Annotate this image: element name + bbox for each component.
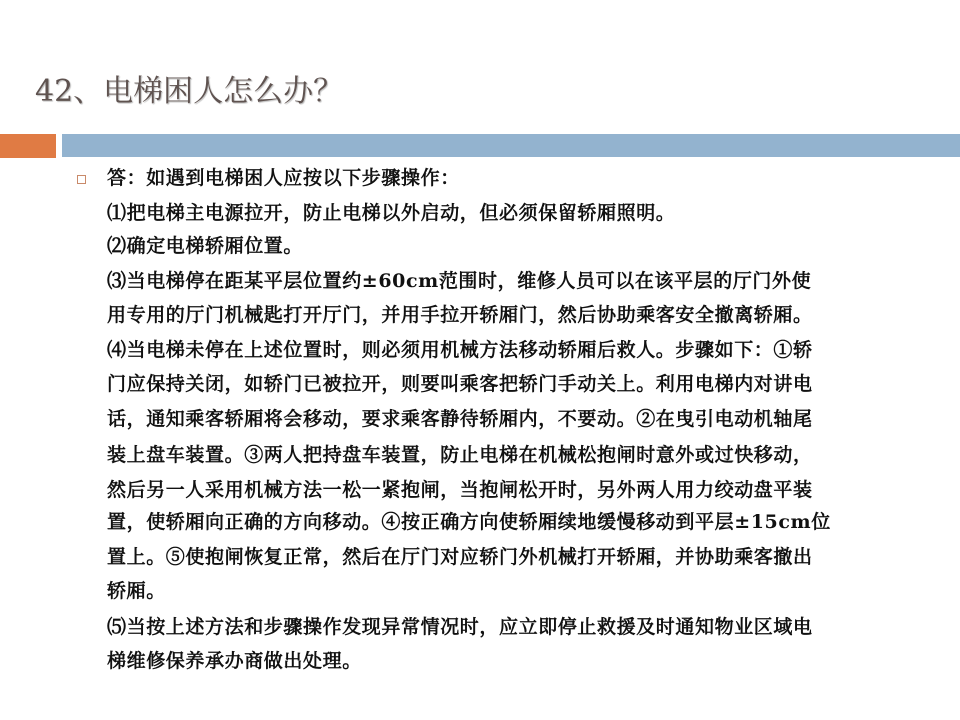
text-line: 装上盘车装置。③两人把持盘车装置，防止电梯在机械松抱闸时意外或过快移动， <box>107 444 813 466</box>
text-line: 用专用的厅门机械匙打开厅门，并用手拉开轿厢门，然后协助乘客安全撤离轿厢。 <box>107 304 813 326</box>
slide-title: 42、电梯困人怎么办？ <box>35 74 344 109</box>
text-line: ⑷当电梯未停在上述位置时，则必须用机械方法移动轿厢后救人。步骤如下：①轿 <box>107 339 813 361</box>
text-line: 门应保持关闭，如轿门已被拉开，则要叫乘客把轿门手动关上。利用电梯内对讲电 <box>107 373 813 395</box>
text-line: 然后另一人采用机械方法一松一紧抱闸，当抱闸松开时，另外两人用力绞动盘平装 <box>107 479 813 501</box>
text-line: 轿厢。 <box>107 580 166 602</box>
accent-bar-orange <box>0 134 56 158</box>
text-line: ⑶当电梯停在距某平层位置约±60cm范围时，维修人员可以在该平层的厅门外使 <box>107 270 812 292</box>
square-bullet-icon <box>77 175 86 184</box>
accent-bar-blue <box>62 134 960 157</box>
text-line: 置，使轿厢向正确的方向移动。④按正确方向使轿厢续地缓慢移动到平层±15cm位 <box>107 511 831 533</box>
text-line: 话，通知乘客轿厢将会移动，要求乘客静待轿厢内，不要动。②在曳引电动机轴尾 <box>107 408 813 430</box>
text-line: 梯维修保养承办商做出处理。 <box>107 650 362 672</box>
text-line: 置上。⑤使抱闸恢复正常，然后在厅门对应轿门外机械打开轿厢，并协助乘客撤出 <box>107 546 813 568</box>
text-line: ⑵确定电梯轿厢位置。 <box>107 235 304 257</box>
text-line: ⑴把电梯主电源拉开，防止电梯以外启动，但必须保留轿厢照明。 <box>107 202 676 224</box>
text-line: ⑸当按上述方法和步骤操作发现异常情况时，应立即停止救援及时通知物业区域电 <box>107 616 813 638</box>
text-line: 答：如遇到电梯困人应按以下步骤操作： <box>107 167 460 189</box>
